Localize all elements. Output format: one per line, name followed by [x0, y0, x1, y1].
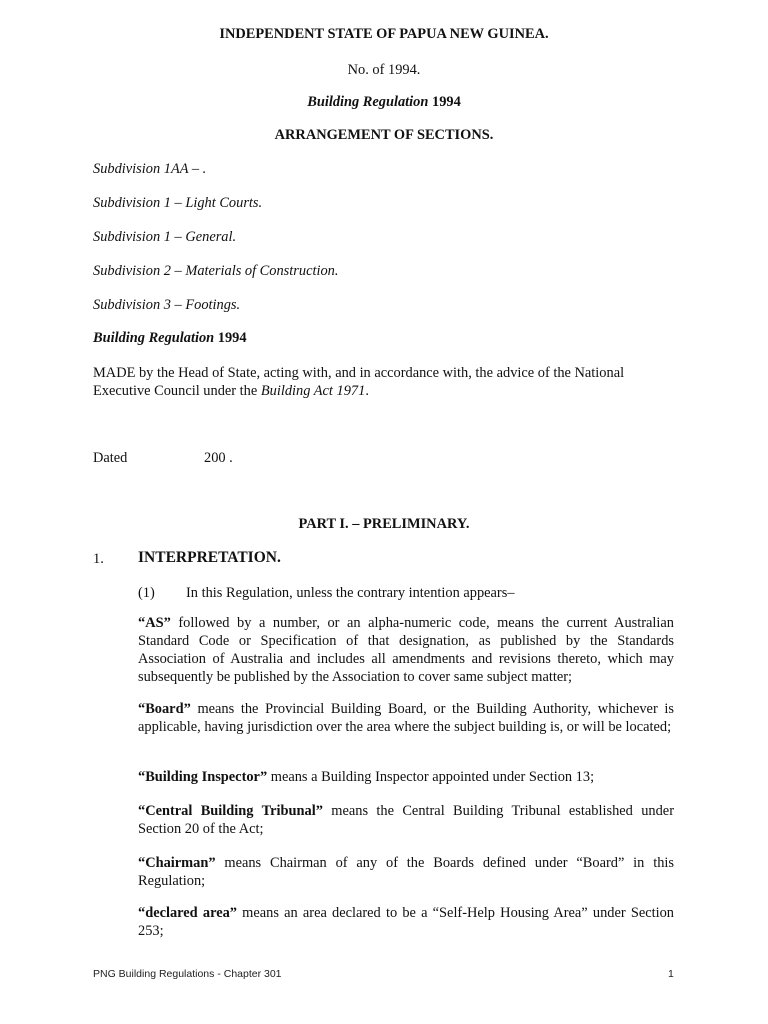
definition-text: means the Provincial Building Board, or the Building Authority, whichever is applicable, having jurisdiction over the area where the subject building is, or will be located; [138, 701, 674, 735]
definition-declared-area [138, 904, 674, 940]
act-number: No. of 1994. [347, 62, 421, 78]
subsection-text: In this Regulation, unless the contrary intention appears– [186, 585, 515, 601]
definition-term: “declared area” [138, 905, 237, 921]
definition-board [138, 700, 674, 736]
definition-text: means an area declared to be a “Self-Help Housing Area” under Section 253; [138, 905, 674, 939]
subdivision-item: Subdivision 1 – Light Courts. [93, 195, 263, 211]
state-title: INDEPENDENT STATE OF PAPUA NEW GUINEA. [219, 26, 549, 42]
definition-term: “Board” [138, 701, 191, 717]
made-by-end: . [365, 383, 369, 399]
regulation-heading-text: Building Regulation [93, 330, 215, 346]
section-number: 1. [93, 551, 104, 567]
definition-text: means the Central Building Tribunal established under Section 20 of the Act; [138, 803, 674, 837]
regulation-title [0, 94, 768, 111]
page-number: 1 [668, 968, 674, 980]
definition-text: means a Building Inspector appointed under Section 13; [267, 769, 595, 785]
dated-label: Dated [93, 450, 128, 466]
section-title: INTERPRETATION. [138, 549, 281, 566]
regulation-title-year: 1994 [432, 94, 461, 110]
arrangement-heading: ARRANGEMENT OF SECTIONS. [274, 127, 494, 143]
definition-central-building-tribunal [138, 802, 674, 838]
definition-text: means Chairman of any of the Boards defined under “Board” in this Regulation; [138, 855, 674, 889]
made-by-paragraph [93, 364, 677, 400]
made-by-act-name: Building Act 1971 [260, 383, 366, 399]
made-by-text: MADE by the Head of State, acting with, and in accordance with, the advice of the National Executive Council under the [93, 365, 625, 399]
definition-term: “Chairman” [138, 855, 216, 871]
definition-chairman [138, 854, 674, 890]
subdivision-item: Subdivision 1 – General. [93, 229, 237, 245]
regulation-heading-year: 1994 [217, 330, 247, 346]
definition-as [138, 614, 674, 686]
regulation-heading [93, 330, 247, 347]
definition-building-inspector [138, 768, 674, 786]
part-heading: PART I. – PRELIMINARY. [298, 516, 470, 532]
subdivision-item: Subdivision 2 – Materials of Construction. [93, 263, 339, 279]
definition-term: “Central Building Tribunal” [138, 803, 323, 819]
regulation-title-text: Building Regulation [307, 94, 429, 110]
definition-text: followed by a number, or an alpha-numeric code, means the current Australian Standard Code or Specification of that designation, as published by the Standards Association of Australia and includes all amendments and revisions thereto, which may subsequently be published by the Association to cover same subject matter; [138, 615, 674, 685]
definition-term: “AS” [138, 615, 171, 631]
footer-title: PNG Building Regulations - Chapter 301 [93, 968, 282, 980]
definition-term: “Building Inspector” [138, 769, 268, 785]
subdivision-item: Subdivision 1AA – . [93, 161, 207, 177]
subdivision-item: Subdivision 3 – Footings. [93, 297, 241, 313]
subsection-number: (1) [138, 585, 155, 601]
dated-year: 200 . [204, 450, 233, 466]
